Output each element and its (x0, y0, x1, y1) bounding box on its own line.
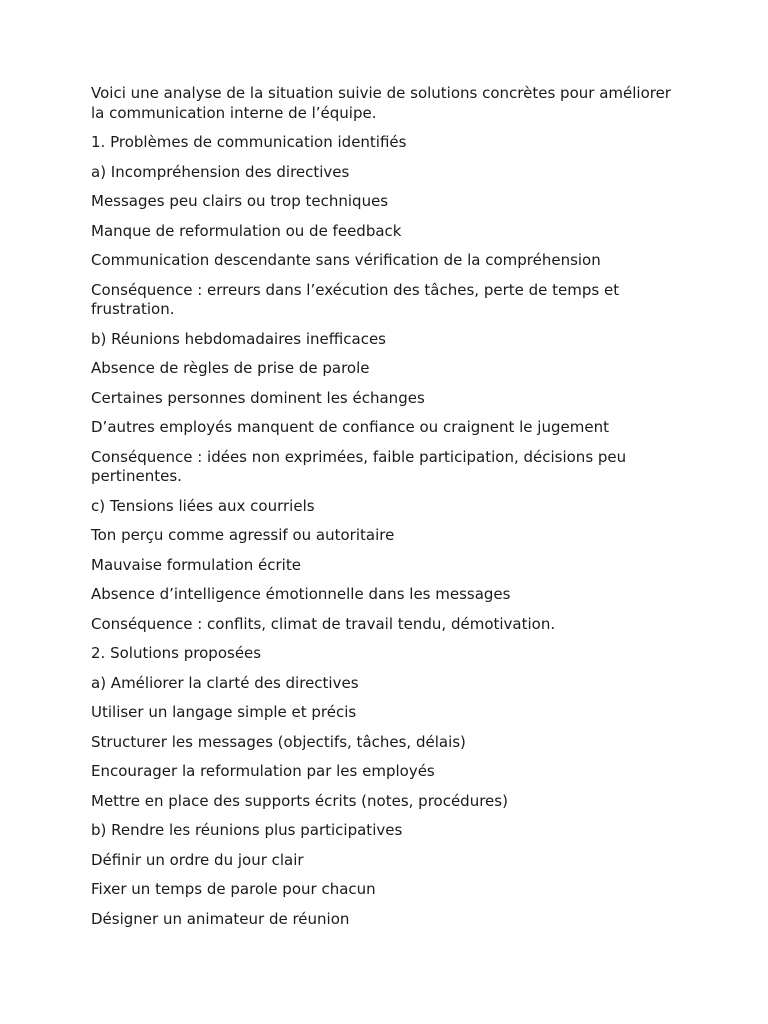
list-item: D’autres employés manquent de confiance ou craignent le jugement (91, 418, 609, 436)
list-item: Certaines personnes dominent les échanges (91, 388, 425, 407)
section-heading-solutions: 2. Solutions proposées (91, 644, 262, 662)
list-item: Encourager la reformulation par les employés (91, 762, 435, 780)
subheading-meetings: b) Réunions hebdomadaires inefficaces (91, 329, 386, 348)
list-item: Fixer un temps de parole pour chacun (91, 880, 376, 898)
list-item: Mettre en place des supports écrits (notes, procédures) (91, 791, 508, 810)
list-item: Définir un ordre du jour clair (91, 850, 304, 869)
section-heading-problems: 1. Problèmes de communication identifiés (91, 133, 407, 151)
document-page (91, 84, 681, 939)
subheading-emails: c) Tensions liées aux courriels (91, 496, 315, 515)
list-item: Manque de reformulation ou de feedback (91, 221, 402, 240)
consequence-paragraph: Conséquence : idées non exprimées, faible participation, décisions peu pertinentes. (91, 447, 627, 485)
list-item: Désigner un animateur de réunion (91, 909, 350, 928)
consequence-paragraph: Conséquence : conflits, climat de travail tendu, démotivation. (91, 614, 556, 633)
list-item: Communication descendante sans vérification de la compréhension (91, 251, 601, 269)
list-item: Utiliser un langage simple et précis (91, 703, 357, 721)
list-item: Structurer les messages (objectifs, tâches, délais) (91, 732, 466, 751)
consequence-paragraph: Conséquence : erreurs dans l’exécution des tâches, perte de temps et frustration. (91, 280, 620, 318)
list-item: Mauvaise formulation écrite (91, 555, 301, 574)
list-item: Messages peu clairs ou trop techniques (91, 192, 389, 210)
list-item: Absence d’intelligence émotionnelle dans les messages (91, 585, 511, 603)
subheading-directives: a) Incompréhension des directives (91, 162, 350, 181)
list-item: Ton perçu comme agressif ou autoritaire (91, 526, 395, 544)
subheading-clarity: a) Améliorer la clarté des directives (91, 673, 359, 692)
intro-paragraph: Voici une analyse de la situation suivie de solutions concrètes pour améliorer la communication interne de l’équipe. (91, 84, 671, 122)
subheading-participative-meetings: b) Rendre les réunions plus participatives (91, 821, 403, 839)
list-item: Absence de règles de prise de parole (91, 359, 370, 377)
